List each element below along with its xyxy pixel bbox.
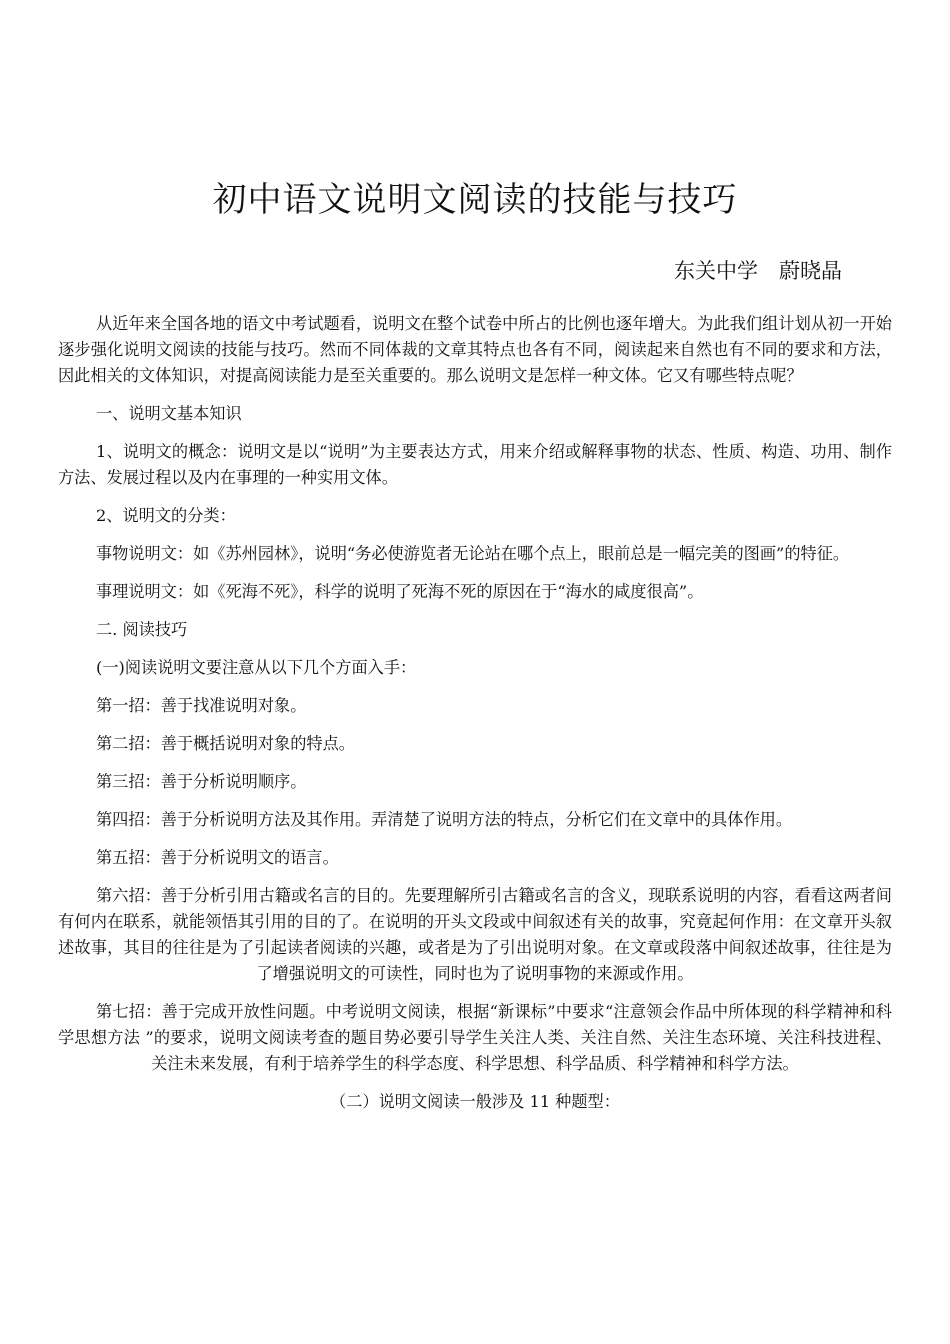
section-heading-basics: 一、说明文基本知识 xyxy=(96,404,242,423)
author-line: 东关中学 蔚晓晶 xyxy=(674,259,842,283)
tip-5: 第五招：善于分析说明文的语言。 xyxy=(96,848,339,867)
tip-6: 第六招：善于分析引用古籍或名言的目的。先要理解所引古籍或名言的含义，现联系说明的内容，看看这两者间有何内在联系，就能领悟其引用的目的了。在说明的开头文段或中间叙述有关的故事，究竟起何作用：在文章开头叙述故事，其目的往往是为了引起读者阅读的兴趣，或者是为了引出说明对象。在文章或段落中间叙述故事，往往是为了增强说明文的可读性，同时也为了说明事物的来源或作用。 xyxy=(58,886,892,983)
subsection-heading-approach: (一)阅读说明文要注意从以下几个方面入手： xyxy=(96,658,417,677)
tip-7: 第七招：善于完成开放性问题。中考说明文阅读，根据“新课标”中要求“注意领会作品中所体现的科学精神和科学思想方法 ”的要求，说明文阅读考查的题目势必要引导学生关注人类、关注自然、关注生态环境、关注科技进程、关注未来发展，有利于培养学生的科学态度、科学思想、科学品质、科学精神和科学方法。 xyxy=(58,1002,892,1073)
tip-3: 第三招：善于分析说明顺序。 xyxy=(96,772,307,791)
concept-paragraph: 1、说明文的概念：说明文是以“说明”为主要表达方式，用来介绍或解释事物的状态、性质、构造、功用、制作方法、发展过程以及内在事理的一种实用文体。 xyxy=(58,442,892,487)
section-heading-skills: 二. 阅读技巧 xyxy=(96,620,188,639)
classification-heading: 2、说明文的分类： xyxy=(96,506,236,525)
tip-4: 第四招：善于分析说明方法及其作用。弄清楚了说明方法的特点，分析它们在文章中的具体作用。 xyxy=(96,810,793,829)
tip-1: 第一招：善于找准说明对象。 xyxy=(96,696,307,715)
reason-explanation-paragraph: 事理说明文：如《死海不死》，科学的说明了死海不死的原因在于“海水的咸度很高”。 xyxy=(96,582,704,601)
subsection-heading-question-types: （二）说明文阅读一般涉及 11 种题型： xyxy=(330,1092,620,1111)
thing-explanation-paragraph: 事物说明文：如《苏州园林》，说明“务必使游览者无论站在哪个点上，眼前总是一幅完美的图画”的特征。 xyxy=(96,544,850,563)
document-body xyxy=(58,311,892,1115)
tip-2: 第二招：善于概括说明对象的特点。 xyxy=(96,734,355,753)
document-title: 初中语文说明文阅读的技能与技巧 xyxy=(212,180,738,220)
intro-paragraph: 从近年来全国各地的语文中考试题看，说明文在整个试卷中所占的比例也逐年增大。为此我们组计划从初一开始逐步强化说明文阅读的技能与技巧。然而不同体裁的文章其特点也各有不同，阅读起来自然也有不同的要求和方法，因此相关的文体知识，对提高阅读能力是至关重要的。那么说明文是怎样一种文体。它又有哪些特点呢？ xyxy=(58,314,892,385)
